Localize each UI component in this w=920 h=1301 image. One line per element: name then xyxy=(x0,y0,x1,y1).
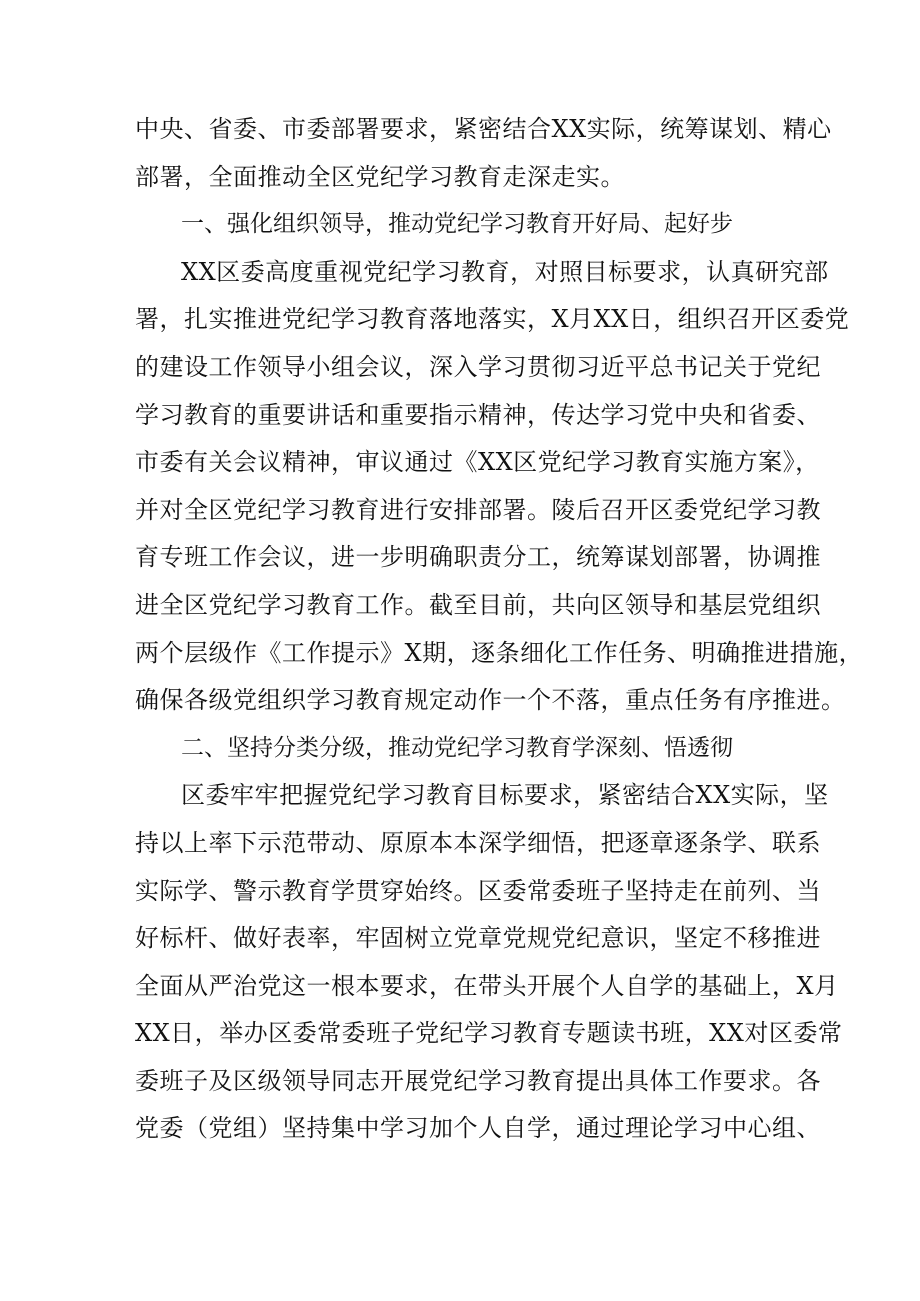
section2-paragraph xyxy=(135,772,843,1153)
intro-paragraph xyxy=(135,106,832,201)
text-line: 全面从严治党这一根本要求，在带头开展个人自学的基础上，X月 xyxy=(135,971,839,1000)
text-line: 区委牢牢把握党纪学习教育目标要求，紧密结合XX实际，坚 xyxy=(181,781,829,810)
text-line: 部署，全面推动全区党纪学习教育走深走实。 xyxy=(135,162,625,191)
text-line: 委班子及区级领导同志开展党纪学习教育提出具体工作要求。各 xyxy=(135,1066,821,1095)
text-line: 育专班工作会议，进一步明确职责分工，统筹谋划部署，协调推 xyxy=(135,543,821,572)
text-line: 确保各级党组织学习教育规定动作一个不落，重点任务有序推进。 xyxy=(135,686,846,715)
text-line: 党委（党组）坚持集中学习加个人自学，通过理论学习中心组、 xyxy=(135,1114,821,1143)
text-line: XX日，举办区委常委班子党纪学习教育专题读书班，XX对区委常 xyxy=(135,1019,843,1048)
text-line: 署，扎实推进党纪学习教育落地落实，X月XX日，组织召开区委党 xyxy=(135,305,850,334)
text-line: 学习教育的重要讲话和重要指示精神，传达学习党中央和省委、 xyxy=(135,400,821,429)
text-line: 的建设工作领导小组会议，深入学习贯彻习近平总书记关于党纪 xyxy=(135,352,821,381)
document-body xyxy=(135,106,864,1153)
text-line: 中央、省委、市委部署要求，紧密结合XX实际，统筹谋划、精心 xyxy=(135,115,832,143)
text-line: 好标杆、做好表率，牢固树立党章党规党纪意识，坚定不移推进 xyxy=(135,924,821,953)
text-line: 两个层级作《工作提示》X期，逐条细化工作任务、明确推进措施， xyxy=(135,638,864,667)
section1-paragraph xyxy=(135,249,864,725)
text-line: 市委有关会议精神，审议通过《XX区党纪学习教育实施方案》， xyxy=(135,448,820,477)
text-line: 并对全区党纪学习教育进行安排部署。陵后召开区委党纪学习教 xyxy=(135,495,821,524)
text-line: XX区委高度重视党纪学习教育，对照目标要求，认真研究部 xyxy=(181,257,829,286)
section-heading-1: 一、强化组织领导，推动党纪学习教育开好局、起好步 xyxy=(181,211,733,238)
text-line: 持以上率下示范带动、原原本本深学细悟，把逐章逐条学、联系 xyxy=(135,828,821,857)
section-heading-2: 二、坚持分类分级，推动党纪学习教育学深刻、悟透彻 xyxy=(181,734,733,761)
text-line: 实际学、警示教育学贯穿始终。区委常委班子坚持走在前列、当 xyxy=(135,876,821,905)
text-line: 进全区党纪学习教育工作。截至目前，共向区领导和基层党组织 xyxy=(135,590,821,619)
